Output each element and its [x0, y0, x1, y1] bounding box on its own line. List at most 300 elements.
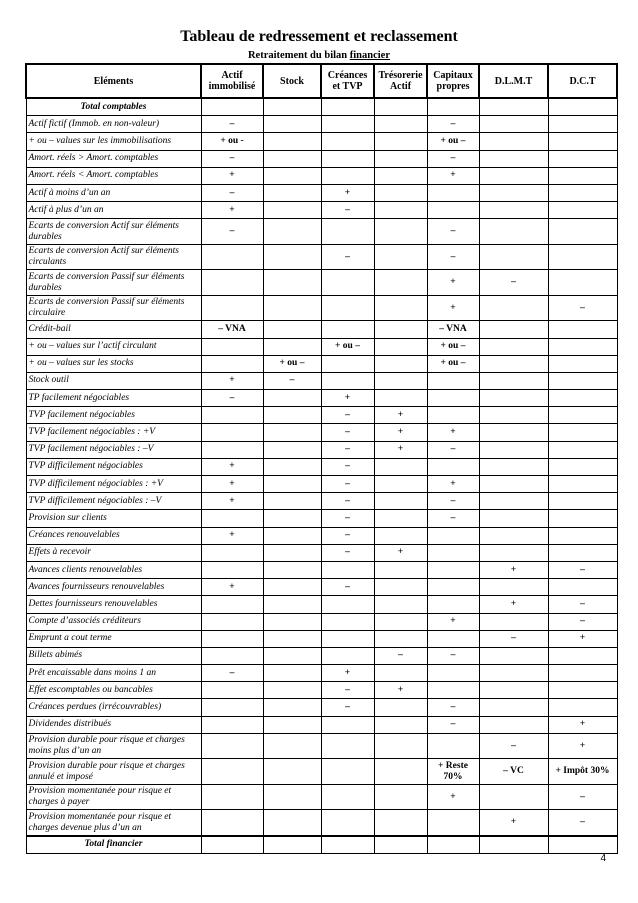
row-label: Provision momentanée pour risque et charges à payer: [26, 784, 201, 810]
cell-capitaux-propres: +: [427, 167, 479, 184]
cell-actif-immobilise: [201, 596, 263, 613]
cell-capitaux-propres: –: [427, 699, 479, 716]
cell-creances-tvp: –: [321, 244, 374, 270]
cell-creances-tvp: –: [321, 544, 374, 561]
cell-capitaux-propres: [427, 665, 479, 682]
cell-actif-immobilise: [201, 699, 263, 716]
cell-dlmt: [479, 150, 548, 167]
cell-creances-tvp: +: [321, 184, 374, 201]
table-row: [26, 244, 617, 270]
cell-tresorerie-actif: [374, 630, 427, 647]
cell-tresorerie-actif: +: [374, 424, 427, 441]
cell-dlmt: [479, 647, 548, 664]
cell-dlmt: [479, 424, 548, 441]
cell-dlmt: [479, 219, 548, 245]
header-row: [26, 64, 617, 98]
table-row: [26, 510, 617, 527]
cell-stock: [263, 665, 321, 682]
cell-actif-immobilise: [201, 682, 263, 699]
table-row: [26, 372, 617, 389]
row-label: + ou – values sur les immobilisations: [26, 133, 201, 150]
cell-dct: [548, 665, 617, 682]
cell-dct: [548, 338, 617, 355]
empty-cell: [321, 98, 374, 116]
cell-actif-immobilise: +: [201, 579, 263, 596]
cell-dlmt: –: [479, 733, 548, 759]
cell-dct: +: [548, 630, 617, 647]
table-row: [26, 338, 617, 355]
row-label: TVP difficilement négociables: [26, 458, 201, 475]
cell-actif-immobilise: [201, 647, 263, 664]
table-row: [26, 613, 617, 630]
header-actif-immobilise: Actif immobilisé: [201, 64, 263, 98]
cell-stock: [263, 527, 321, 544]
header-creances-tvp: Créances et TVP: [321, 64, 374, 98]
cell-dct: +: [548, 716, 617, 733]
cell-creances-tvp: [321, 716, 374, 733]
cell-capitaux-propres: +: [427, 613, 479, 630]
table-row: [26, 759, 617, 785]
cell-dlmt: [479, 476, 548, 493]
header-dct: D.C.T: [548, 64, 617, 98]
cell-actif-immobilise: [201, 613, 263, 630]
cell-stock: [263, 424, 321, 441]
cell-dlmt: [479, 682, 548, 699]
header-tresorerie-actif: Trésorerie Actif: [374, 64, 427, 98]
cell-dlmt: [479, 295, 548, 321]
cell-stock: [263, 219, 321, 245]
table-row: [26, 150, 617, 167]
cell-tresorerie-actif: [374, 579, 427, 596]
cell-actif-immobilise: –: [201, 184, 263, 201]
cell-dlmt: [479, 458, 548, 475]
cell-dct: [548, 219, 617, 245]
cell-dlmt: [479, 202, 548, 219]
cell-tresorerie-actif: [374, 699, 427, 716]
row-label: Créances renouvelables: [26, 527, 201, 544]
table-row: [26, 682, 617, 699]
table-row: [26, 544, 617, 561]
row-label: Ecarts de conversion Actif sur éléments durables: [26, 219, 201, 245]
cell-stock: [263, 699, 321, 716]
cell-stock: [263, 544, 321, 561]
cell-capitaux-propres: –: [427, 647, 479, 664]
cell-stock: [263, 493, 321, 510]
cell-capitaux-propres: [427, 527, 479, 544]
cell-actif-immobilise: +: [201, 527, 263, 544]
cell-tresorerie-actif: [374, 338, 427, 355]
cell-tresorerie-actif: [374, 167, 427, 184]
cell-dlmt: [479, 167, 548, 184]
table-row: [26, 202, 617, 219]
cell-capitaux-propres: –: [427, 716, 479, 733]
cell-tresorerie-actif: [374, 321, 427, 338]
cell-creances-tvp: [321, 219, 374, 245]
cell-tresorerie-actif: [374, 716, 427, 733]
table-row: [26, 630, 617, 647]
cell-capitaux-propres: + Reste 70%: [427, 759, 479, 785]
row-label: Amort. réels > Amort. comptables: [26, 150, 201, 167]
cell-capitaux-propres: [427, 561, 479, 578]
cell-stock: [263, 579, 321, 596]
cell-tresorerie-actif: –: [374, 647, 427, 664]
cell-dlmt: –: [479, 630, 548, 647]
total-financier-label: Total financier: [26, 836, 201, 854]
empty-cell: [427, 836, 479, 854]
cell-actif-immobilise: [201, 733, 263, 759]
cell-tresorerie-actif: [374, 150, 427, 167]
empty-cell: [374, 98, 427, 116]
cell-stock: [263, 733, 321, 759]
cell-stock: [263, 133, 321, 150]
cell-stock: [263, 458, 321, 475]
table-row: [26, 476, 617, 493]
cell-capitaux-propres: [427, 579, 479, 596]
cell-actif-immobilise: [201, 759, 263, 785]
cell-stock: [263, 510, 321, 527]
table-row: [26, 133, 617, 150]
row-label: Actif fictif (Immob. en non-valeur): [26, 116, 201, 133]
cell-stock: [263, 338, 321, 355]
table-row: [26, 184, 617, 201]
cell-tresorerie-actif: [374, 561, 427, 578]
empty-cell: [479, 98, 548, 116]
cell-dct: [548, 270, 617, 296]
row-label: Billets abimés: [26, 647, 201, 664]
cell-actif-immobilise: [201, 810, 263, 836]
cell-actif-immobilise: [201, 244, 263, 270]
total-comptables-row: [26, 98, 617, 116]
cell-tresorerie-actif: +: [374, 544, 427, 561]
subtitle-underlined: financier: [349, 50, 391, 61]
cell-dct: –: [548, 784, 617, 810]
cell-actif-immobilise: –: [201, 219, 263, 245]
cell-capitaux-propres: +: [427, 784, 479, 810]
cell-dct: [548, 244, 617, 270]
cell-dct: [548, 390, 617, 407]
cell-creances-tvp: –: [321, 458, 374, 475]
cell-creances-tvp: [321, 167, 374, 184]
cell-dct: [548, 510, 617, 527]
cell-actif-immobilise: [201, 407, 263, 424]
cell-dct: –: [548, 596, 617, 613]
cell-creances-tvp: [321, 810, 374, 836]
table-row: [26, 321, 617, 338]
cell-dlmt: [479, 699, 548, 716]
cell-actif-immobilise: [201, 784, 263, 810]
row-label: Emprunt a cout terme: [26, 630, 201, 647]
cell-dlmt: [479, 493, 548, 510]
cell-actif-immobilise: –: [201, 150, 263, 167]
cell-actif-immobilise: +: [201, 493, 263, 510]
cell-dct: [548, 150, 617, 167]
cell-stock: [263, 270, 321, 296]
cell-dct: [548, 184, 617, 201]
cell-tresorerie-actif: [374, 184, 427, 201]
cell-dct: [548, 493, 617, 510]
table-row: [26, 733, 617, 759]
cell-dlmt: [479, 133, 548, 150]
cell-capitaux-propres: –: [427, 244, 479, 270]
row-label: Créances perdues (irrécouvrables): [26, 699, 201, 716]
cell-stock: [263, 390, 321, 407]
row-label: Actif à plus d’un an: [26, 202, 201, 219]
cell-actif-immobilise: [201, 510, 263, 527]
cell-creances-tvp: –: [321, 202, 374, 219]
cell-dct: [548, 476, 617, 493]
table-row: [26, 561, 617, 578]
cell-creances-tvp: –: [321, 579, 374, 596]
cell-dlmt: [479, 579, 548, 596]
cell-tresorerie-actif: [374, 458, 427, 475]
cell-creances-tvp: [321, 270, 374, 296]
cell-dlmt: [479, 716, 548, 733]
cell-tresorerie-actif: [374, 295, 427, 321]
table-row: [26, 355, 617, 372]
cell-creances-tvp: –: [321, 441, 374, 458]
cell-capitaux-propres: [427, 544, 479, 561]
cell-capitaux-propres: +: [427, 476, 479, 493]
cell-tresorerie-actif: [374, 527, 427, 544]
cell-creances-tvp: –: [321, 682, 374, 699]
cell-actif-immobilise: –: [201, 116, 263, 133]
cell-stock: [263, 321, 321, 338]
cell-stock: [263, 596, 321, 613]
empty-cell: [263, 836, 321, 854]
cell-stock: + ou –: [263, 355, 321, 372]
cell-capitaux-propres: – VNA: [427, 321, 479, 338]
cell-dlmt: [479, 244, 548, 270]
cell-stock: [263, 476, 321, 493]
cell-tresorerie-actif: +: [374, 407, 427, 424]
cell-capitaux-propres: [427, 184, 479, 201]
cell-capitaux-propres: –: [427, 219, 479, 245]
cell-tresorerie-actif: [374, 759, 427, 785]
cell-creances-tvp: [321, 321, 374, 338]
cell-tresorerie-actif: [374, 665, 427, 682]
cell-actif-immobilise: –: [201, 390, 263, 407]
row-label: Dividendes distribués: [26, 716, 201, 733]
cell-dct: [548, 321, 617, 338]
cell-dct: [548, 699, 617, 716]
total-financier-row: [26, 836, 617, 854]
cell-tresorerie-actif: [374, 493, 427, 510]
cell-dlmt: – VC: [479, 759, 548, 785]
row-label: TP facilement négociables: [26, 390, 201, 407]
table-row: [26, 424, 617, 441]
cell-tresorerie-actif: [374, 202, 427, 219]
cell-creances-tvp: [321, 561, 374, 578]
table-row: [26, 699, 617, 716]
cell-dct: [548, 133, 617, 150]
cell-creances-tvp: –: [321, 476, 374, 493]
cell-actif-immobilise: +: [201, 458, 263, 475]
cell-capitaux-propres: [427, 810, 479, 836]
cell-capitaux-propres: [427, 682, 479, 699]
cell-stock: [263, 441, 321, 458]
table-row: [26, 167, 617, 184]
cell-dct: –: [548, 561, 617, 578]
cell-capitaux-propres: –: [427, 441, 479, 458]
cell-actif-immobilise: [201, 561, 263, 578]
cell-dlmt: [479, 184, 548, 201]
cell-creances-tvp: +: [321, 390, 374, 407]
row-label: TVP facilement négociables : +V: [26, 424, 201, 441]
cell-dct: [548, 355, 617, 372]
row-label: Provision sur clients: [26, 510, 201, 527]
cell-dct: [548, 441, 617, 458]
cell-dct: –: [548, 810, 617, 836]
cell-dct: –: [548, 613, 617, 630]
cell-creances-tvp: +: [321, 665, 374, 682]
cell-tresorerie-actif: [374, 133, 427, 150]
cell-creances-tvp: –: [321, 407, 374, 424]
cell-dct: [548, 544, 617, 561]
cell-dlmt: +: [479, 810, 548, 836]
cell-tresorerie-actif: [374, 733, 427, 759]
table-row: [26, 270, 617, 296]
table-row: [26, 219, 617, 245]
table-row: [26, 458, 617, 475]
cell-dlmt: [479, 407, 548, 424]
cell-dct: [548, 527, 617, 544]
cell-dct: [548, 647, 617, 664]
cell-dct: [548, 458, 617, 475]
cell-actif-immobilise: +: [201, 372, 263, 389]
cell-dlmt: [479, 613, 548, 630]
table-row: [26, 493, 617, 510]
table-row: [26, 579, 617, 596]
cell-actif-immobilise: [201, 544, 263, 561]
row-label: Stock outil: [26, 372, 201, 389]
subtitle-prefix: Retraitement du bilan: [247, 50, 348, 61]
cell-actif-immobilise: + ou -: [201, 133, 263, 150]
cell-stock: [263, 184, 321, 201]
cell-stock: [263, 150, 321, 167]
cell-stock: [263, 407, 321, 424]
row-label: Crédit-bail: [26, 321, 201, 338]
page-title: Tableau de redressement et reclassement: [180, 28, 458, 45]
table-row: [26, 390, 617, 407]
cell-creances-tvp: –: [321, 527, 374, 544]
row-label: + ou – values sur les stocks: [26, 355, 201, 372]
cell-creances-tvp: [321, 355, 374, 372]
cell-capitaux-propres: [427, 372, 479, 389]
cell-dlmt: [479, 390, 548, 407]
cell-actif-immobilise: +: [201, 202, 263, 219]
cell-actif-immobilise: [201, 355, 263, 372]
empty-cell: [548, 836, 617, 854]
restatement-table: [25, 63, 618, 854]
row-label: Avances fournisseurs renouvelables: [26, 579, 201, 596]
total-comptables-label: Total comptables: [26, 98, 201, 116]
cell-dlmt: [479, 355, 548, 372]
table-row: [26, 116, 617, 133]
row-label: Prêt encaissable dans moins 1 an: [26, 665, 201, 682]
cell-dlmt: [479, 527, 548, 544]
cell-dct: + Impôt 30%: [548, 759, 617, 785]
cell-creances-tvp: [321, 372, 374, 389]
table-subtitle: [0, 50, 638, 62]
cell-actif-immobilise: +: [201, 476, 263, 493]
cell-dlmt: [479, 321, 548, 338]
cell-capitaux-propres: [427, 458, 479, 475]
cell-stock: –: [263, 372, 321, 389]
table-row: [26, 596, 617, 613]
empty-cell: [263, 98, 321, 116]
cell-dct: [548, 579, 617, 596]
cell-dlmt: [479, 441, 548, 458]
row-label: Amort. réels < Amort. comptables: [26, 167, 201, 184]
row-label: Provision durable pour risque et charges annulé et imposé: [26, 759, 201, 785]
cell-tresorerie-actif: [374, 596, 427, 613]
cell-stock: [263, 716, 321, 733]
cell-creances-tvp: –: [321, 510, 374, 527]
table-row: [26, 647, 617, 664]
cell-dlmt: [479, 544, 548, 561]
row-label: Effets à recevoir: [26, 544, 201, 561]
cell-capitaux-propres: +: [427, 270, 479, 296]
cell-dlmt: [479, 116, 548, 133]
cell-dct: [548, 202, 617, 219]
cell-capitaux-propres: [427, 596, 479, 613]
cell-dct: [548, 116, 617, 133]
cell-stock: [263, 244, 321, 270]
row-label: TVP difficilement négociables : –V: [26, 493, 201, 510]
row-label: Provision durable pour risque et charges moins plus d’un an: [26, 733, 201, 759]
cell-creances-tvp: [321, 133, 374, 150]
cell-dct: [548, 424, 617, 441]
cell-tresorerie-actif: [374, 613, 427, 630]
empty-cell: [321, 836, 374, 854]
row-label: Provision momentanée pour risque et charges devenue plus d’un an: [26, 810, 201, 836]
cell-creances-tvp: [321, 733, 374, 759]
cell-creances-tvp: + ou –: [321, 338, 374, 355]
cell-stock: [263, 810, 321, 836]
cell-creances-tvp: [321, 295, 374, 321]
table-row: [26, 441, 617, 458]
cell-capitaux-propres: + ou –: [427, 355, 479, 372]
cell-creances-tvp: [321, 150, 374, 167]
cell-dlmt: +: [479, 596, 548, 613]
cell-creances-tvp: [321, 613, 374, 630]
cell-dlmt: [479, 510, 548, 527]
cell-tresorerie-actif: [374, 355, 427, 372]
cell-tresorerie-actif: [374, 390, 427, 407]
cell-capitaux-propres: –: [427, 493, 479, 510]
cell-tresorerie-actif: [374, 476, 427, 493]
cell-tresorerie-actif: [374, 244, 427, 270]
cell-dct: –: [548, 295, 617, 321]
row-label: + ou – values sur l’actif circulant: [26, 338, 201, 355]
table-row: [26, 716, 617, 733]
cell-actif-immobilise: [201, 295, 263, 321]
row-label: TVP facilement négociables: [26, 407, 201, 424]
cell-stock: [263, 167, 321, 184]
cell-capitaux-propres: +: [427, 424, 479, 441]
cell-capitaux-propres: –: [427, 510, 479, 527]
empty-cell: [201, 98, 263, 116]
cell-actif-immobilise: [201, 270, 263, 296]
cell-tresorerie-actif: [374, 116, 427, 133]
cell-creances-tvp: [321, 596, 374, 613]
cell-stock: [263, 759, 321, 785]
cell-dct: [548, 407, 617, 424]
cell-creances-tvp: –: [321, 699, 374, 716]
cell-creances-tvp: [321, 630, 374, 647]
cell-creances-tvp: –: [321, 424, 374, 441]
table-row: [26, 665, 617, 682]
